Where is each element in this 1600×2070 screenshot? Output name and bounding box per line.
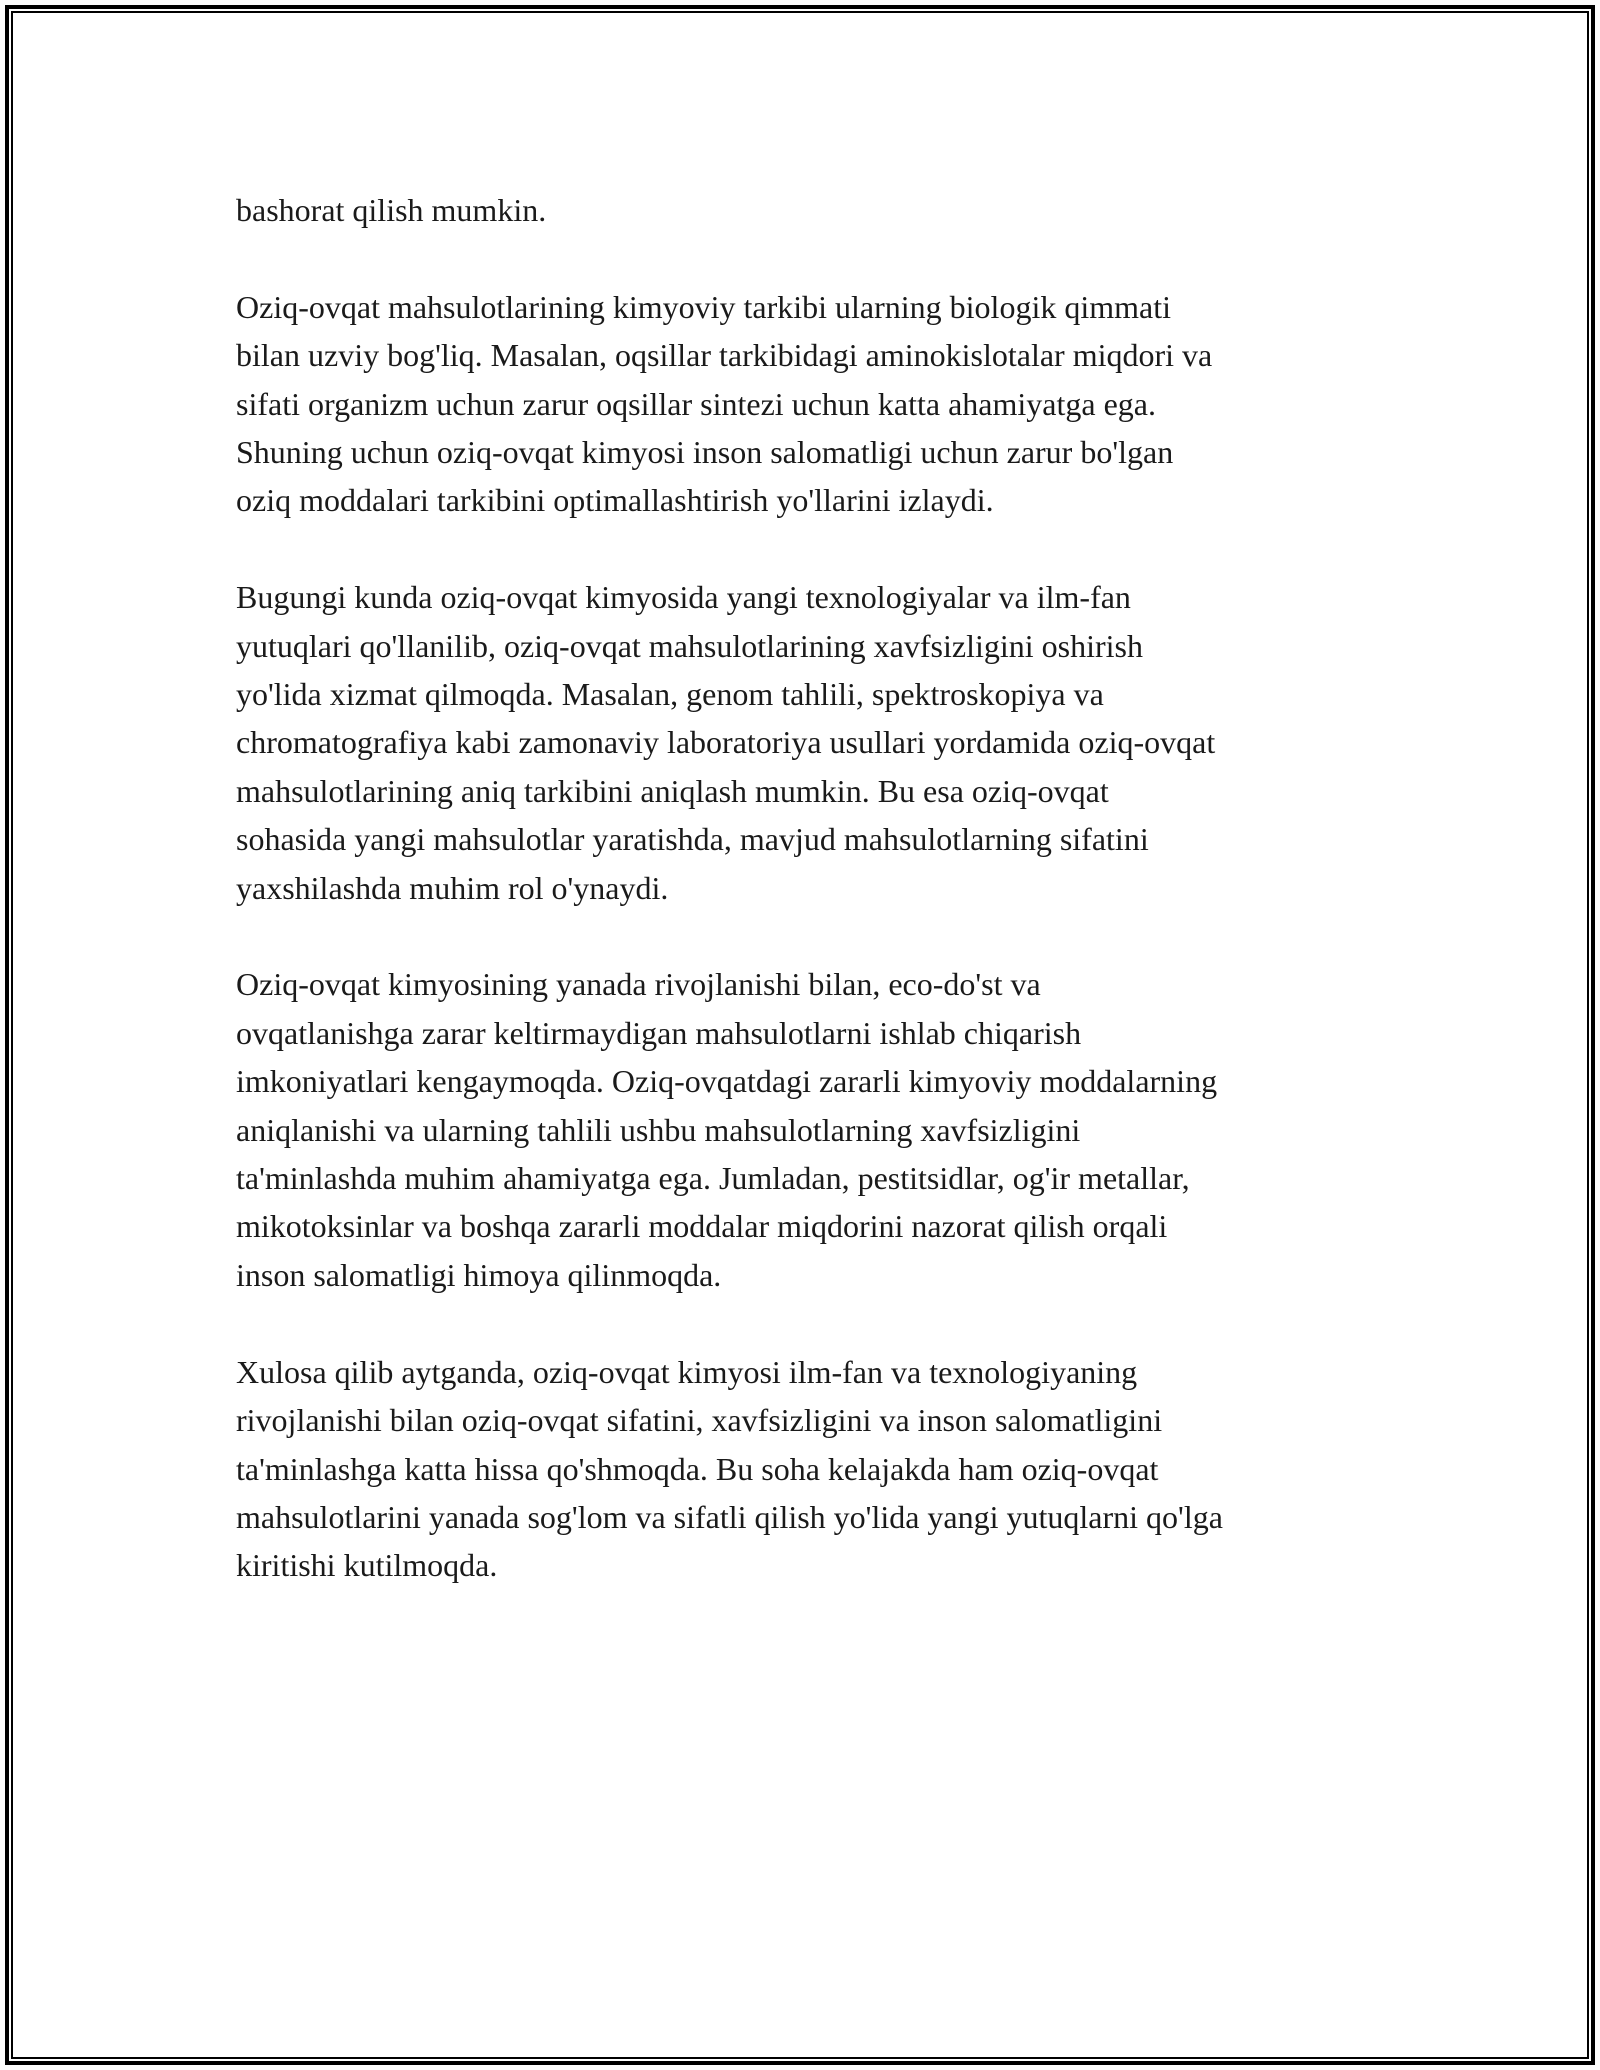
text-line: bashorat qilish mumkin. — [236, 192, 547, 228]
text-line: mikotoksinlar va boshqa zararli moddalar miqdorini nazorat qilish orqali — [236, 1208, 1168, 1245]
text-line: ovqatlanishga zarar keltirmaydigan mahsulotlarni ishlab chiqarish — [236, 1014, 1082, 1051]
text-line: imkoniyatlari kengaymoqda. Oziq-ovqatdagi zararli kimyoviy moddalarning — [236, 1063, 1218, 1100]
text-line: aniqlanishi va ularning tahlili ushbu mahsulotlarning xavfsizligini — [236, 1111, 1081, 1148]
paragraph-3 — [236, 573, 1376, 912]
text-line: Oziq-ovqat mahsulotlarining kimyoviy tarkibi ularning biologik qimmati — [236, 288, 1171, 325]
text-line: ta'minlashda muhim ahamiyatga ega. Jumladan, pestitsidlar, og'ir metallar, — [236, 1160, 1190, 1197]
text-line: Bugungi kunda oziq-ovqat kimyosida yangi texnologiyalar va ilm-fan — [236, 579, 1131, 616]
text-line: yo'lida xizmat qilmoqda. Masalan, genom tahlili, spektroskopiya va — [236, 676, 1104, 713]
paragraph-1 — [236, 186, 1376, 234]
text-line: Xulosa qilib aytganda, oziq-ovqat kimyosi ilm-fan va texnologiyaning — [236, 1353, 1138, 1390]
text-line: kiritishi kutilmoqda. — [236, 1547, 498, 1584]
text-line: oziq moddalari tarkibini optimallashtirish yo'llarini izlaydi. — [236, 482, 994, 519]
text-line: mahsulotlarining aniq tarkibini aniqlash mumkin. Bu esa oziq-ovqat — [236, 772, 1109, 809]
text-line: Oziq-ovqat kimyosining yanada rivojlanishi bilan, eco-do'st va — [236, 966, 1041, 1003]
text-line: rivojlanishi bilan oziq-ovqat sifatini, xavfsizligini va inson salomatligini — [236, 1402, 1163, 1439]
paragraph-5 — [236, 1348, 1376, 1590]
text-line: yaxshilashda muhim rol o'ynaydi. — [236, 869, 669, 906]
paragraph-2 — [236, 283, 1376, 525]
paragraph-4 — [236, 960, 1376, 1299]
text-line: chromatografiya kabi zamonaviy laboratoriya usullari yordamida oziq-ovqat — [236, 724, 1216, 761]
text-line: sifati organizm uchun zarur oqsillar sintezi uchun katta ahamiyatga ega. — [236, 385, 1156, 422]
text-line: yutuqlari qo'llanilib, oziq-ovqat mahsulotlarining xavfsizligini oshirish — [236, 627, 1143, 664]
text-line: Shuning uchun oziq-ovqat kimyosi inson salomatligi uchun zarur bo'lgan — [236, 434, 1174, 471]
text-line: inson salomatligi himoya qilinmoqda. — [236, 1256, 722, 1293]
text-line: mahsulotlarini yanada sog'lom va sifatli qilish yo'lida yangi yutuqlarni qo'lga — [236, 1498, 1223, 1535]
text-line: sohasida yangi mahsulotlar yaratishda, mavjud mahsulotlarning sifatini — [236, 821, 1149, 858]
text-line: ta'minlashga katta hissa qo'shmoqda. Bu soha kelajakda ham oziq-ovqat — [236, 1450, 1159, 1487]
document-body — [236, 186, 1376, 1638]
text-line: bilan uzviy bog'liq. Masalan, oqsillar tarkibidagi aminokislotalar miqdori va — [236, 337, 1213, 374]
